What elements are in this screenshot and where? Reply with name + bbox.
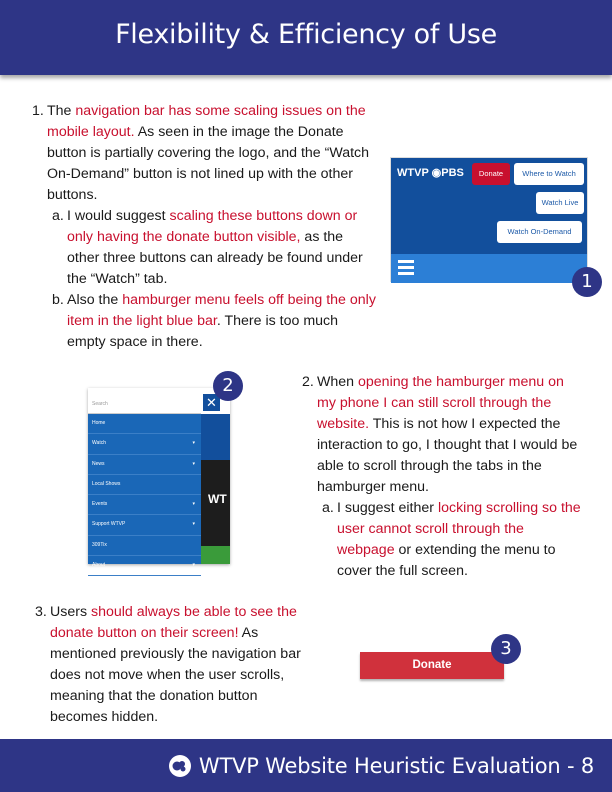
body-text: other three buttons can already be found under <box>67 250 363 266</box>
text-line <box>67 227 387 248</box>
page-footer <box>0 739 612 792</box>
menu-item-label: About <box>92 562 106 569</box>
body-text: I would suggest <box>67 208 170 224</box>
body-text: does not move when the user scrolls, <box>50 667 285 683</box>
menu-item <box>88 556 201 576</box>
text-line <box>337 540 597 561</box>
hamburger-menu-screenshot <box>88 388 230 569</box>
footer-title: WTVP Website Heuristic Evaluation - 8 <box>198 754 594 778</box>
website-green-strip <box>201 546 230 564</box>
menu-list <box>88 414 201 569</box>
body-text: cover the full screen. <box>337 563 468 579</box>
menu-item <box>88 434 201 454</box>
body-text: . There is too much <box>216 313 339 329</box>
finding-1 <box>32 101 387 353</box>
text-line <box>50 686 320 707</box>
body-text: As <box>238 625 259 641</box>
screenshot-watch-on-demand-button: Watch On-Demand <box>497 221 582 243</box>
text-line <box>317 414 597 435</box>
chevron-down-icon: ▾ <box>192 440 195 447</box>
highlighted-text: user cannot scroll through the <box>337 521 524 537</box>
menu-item-label: Events <box>92 501 108 508</box>
body-text: meaning that the donation button <box>50 688 258 704</box>
highlighted-text: webpage <box>337 542 395 558</box>
highlighted-text: locking scrolling so the <box>437 500 581 516</box>
menu-item-label: Home <box>92 420 106 426</box>
body-text: buttons. <box>47 187 98 203</box>
sub-list-item <box>52 290 387 353</box>
list-number: 1. <box>32 103 44 119</box>
text-line <box>47 143 387 164</box>
sub-list-letter: b. <box>52 292 64 308</box>
text-line <box>47 122 387 143</box>
chevron-down-icon: ▾ <box>192 501 195 508</box>
menu-search-input: Search <box>88 388 201 414</box>
text-line <box>317 372 597 393</box>
highlighted-text: scaling these buttons down or <box>169 208 358 224</box>
sub-list-item <box>322 498 597 582</box>
menu-item <box>88 455 201 475</box>
body-text: interaction to go, I thought that I would be <box>317 437 578 453</box>
text-line <box>50 665 320 686</box>
highlighted-text: only having the donate button visible, <box>67 229 301 245</box>
text-line <box>50 707 320 728</box>
list-item <box>32 101 387 206</box>
menu-item <box>88 475 201 495</box>
text-line <box>337 519 597 540</box>
text-line <box>317 435 597 456</box>
body-text: The <box>47 103 76 119</box>
text-line <box>50 602 320 623</box>
hamburger-menu-icon <box>398 260 414 276</box>
sub-list-letter: a. <box>52 208 64 224</box>
highlighted-text: opening the hamburger menu on <box>358 374 564 390</box>
text-line <box>67 269 387 290</box>
highlighted-text: should always be able to see the <box>91 604 297 620</box>
text-line <box>317 477 597 498</box>
chevron-down-icon: ▾ <box>192 521 195 528</box>
highlighted-text: my phone I can still scroll through the <box>317 395 552 411</box>
list-item <box>35 602 320 728</box>
text-line <box>47 101 387 122</box>
highlighted-text: website. <box>317 416 370 432</box>
body-text: As seen in the image the Donate <box>134 124 344 140</box>
mobile-navbar-screenshot <box>390 157 588 282</box>
text-line <box>67 332 387 353</box>
highlighted-text: mobile layout. <box>47 124 135 140</box>
list-item <box>302 372 597 498</box>
highlighted-text: item in the light blue bar <box>67 313 217 329</box>
page-title: Flexibility & Efficiency of Use <box>115 19 497 50</box>
menu-item-label: Support WTVP <box>92 521 126 528</box>
page-header <box>0 0 612 75</box>
sub-list-item <box>52 206 387 290</box>
body-text: button is partially covering the logo, and the “Watch <box>47 145 370 161</box>
screenshot-watch-live-button: Watch Live <box>536 192 584 214</box>
text-line <box>337 498 597 519</box>
close-icon: ✕ <box>203 394 220 411</box>
text-line <box>317 393 597 414</box>
text-line <box>50 644 320 665</box>
text-line <box>67 206 387 227</box>
menu-item-label: Watch <box>92 440 106 447</box>
text-line <box>67 290 387 311</box>
text-line <box>50 623 320 644</box>
body-text: On-Demand” button is not lined up with the other <box>47 166 353 182</box>
text-line <box>47 164 387 185</box>
menu-item <box>88 414 201 434</box>
finding-3 <box>35 602 320 728</box>
light-blue-bar <box>391 254 587 283</box>
highlighted-text: donate button on their screen! <box>50 625 239 641</box>
screenshot-donate-button: Donate <box>472 163 510 185</box>
body-text: or extending the menu to <box>394 542 556 558</box>
body-text: empty space in there. <box>67 334 203 350</box>
text-line <box>67 248 387 269</box>
body-text: Also the <box>67 292 123 308</box>
badge-1: 1 <box>572 267 602 297</box>
wtvp-pbs-logo: WTVP ◉PBS <box>397 167 464 179</box>
body-text: becomes hidden. <box>50 709 159 725</box>
menu-item <box>88 536 201 556</box>
menu-item-label: Local Shows <box>92 480 121 487</box>
badge-2: 2 <box>213 371 243 401</box>
body-text: as the <box>300 229 344 245</box>
highlighted-text: hamburger menu feels off being the only <box>122 292 376 308</box>
sub-list-letter: a. <box>322 500 334 516</box>
body-text: When <box>317 374 359 390</box>
list-number: 3. <box>35 604 47 620</box>
body-text: the “Watch” tab. <box>67 271 168 287</box>
chevron-down-icon: ▾ <box>192 460 195 467</box>
pbs-logo-icon <box>168 754 192 778</box>
menu-item <box>88 515 201 535</box>
website-header-strip <box>201 414 230 460</box>
highlighted-text: navigation bar has some scaling issues on the <box>75 103 366 119</box>
body-text: mentioned previously the navigation bar <box>50 646 301 662</box>
menu-item-label: News <box>92 460 105 467</box>
body-text: Users <box>50 604 91 620</box>
chevron-down-icon: ▾ <box>192 562 195 569</box>
text-line <box>317 456 597 477</box>
website-logo-fragment: WT <box>208 492 227 506</box>
donate-button: Donate <box>360 652 504 679</box>
menu-item <box>88 495 201 515</box>
text-line <box>47 185 387 206</box>
finding-2 <box>302 372 597 582</box>
body-text: able to scroll through the tabs in the <box>317 458 542 474</box>
text-line <box>67 311 387 332</box>
badge-3: 3 <box>491 634 521 664</box>
body-text: I suggest either <box>337 500 438 516</box>
body-text: hamburger menu. <box>317 479 429 495</box>
list-number: 2. <box>302 374 314 390</box>
text-line <box>337 561 597 582</box>
screenshot-where-to-watch-button: Where to Watch <box>514 163 584 185</box>
body-text: This is not how I expected the <box>369 416 561 432</box>
menu-item-label: 309Tix <box>92 541 107 548</box>
